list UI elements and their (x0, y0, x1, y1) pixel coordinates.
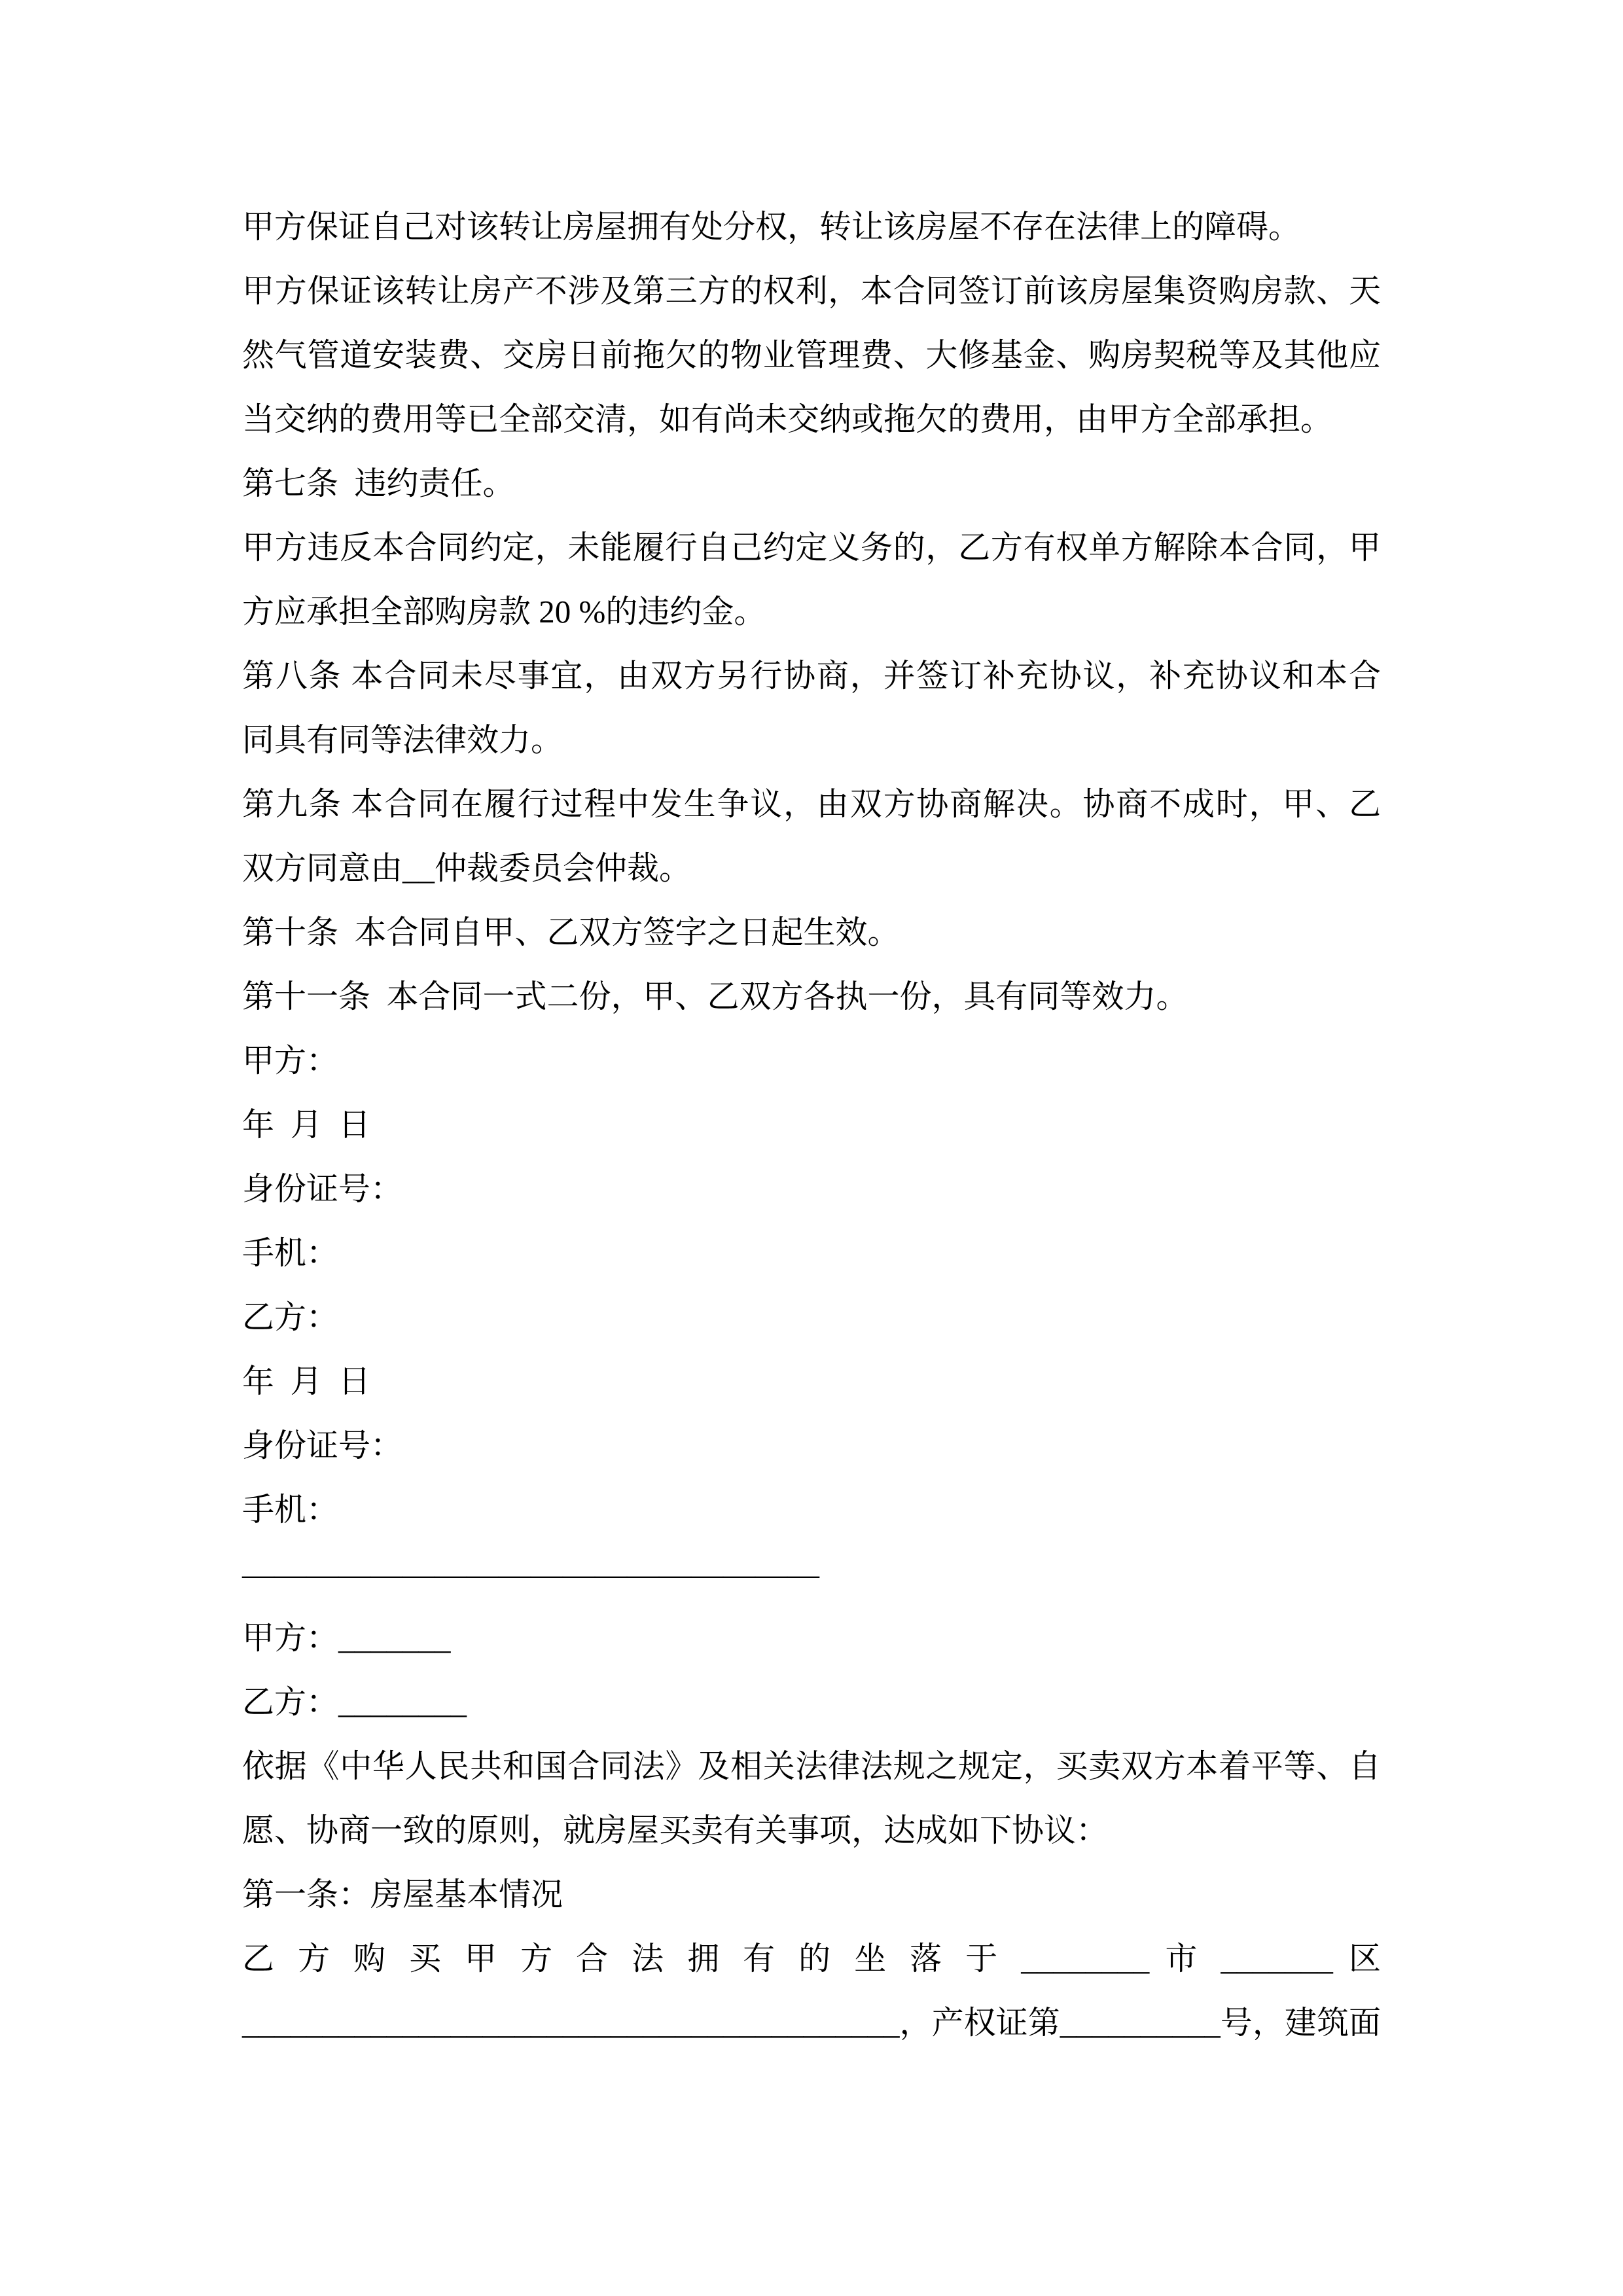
doc-line-5-clause-7-heading: 第七条 违约责任。 (242, 465, 515, 501)
contract-body (242, 195, 1381, 2055)
doc-line-4: 当交纳的费用等已全部交清，如有尚未交纳或拖欠的费用，由甲方全部承担。 (242, 401, 1333, 437)
doc-line-21-phone-label: 手机： (242, 1492, 339, 1528)
doc-line-2: 甲方保证该转让房产不涉及第三方的权利，本合同签订前该房屋集资购房款、天 (242, 273, 1381, 309)
doc-line-23-party-a-blank: 甲方：_______ (242, 1620, 451, 1656)
doc-line-12-clause-10: 第十条 本合同自甲、乙双方签字之日起生效。 (242, 914, 900, 950)
doc-line-25: 依据《中华人民共和国合同法》及相关法律法规之规定，买卖双方本着平等、自 (242, 1748, 1381, 1784)
doc-line-1: 甲方保证自己对该转让房屋拥有处分权，转让该房屋不存在法律上的障碍。 (242, 209, 1301, 245)
doc-line-10-clause-9: 第九条 本合同在履行过程中发生争议，由双方协商解决。协商不成时，甲、乙 (242, 786, 1381, 822)
doc-line-26: 愿、协商一致的原则，就房屋买卖有关事项，达成如下协议： (242, 1812, 1109, 1848)
doc-line-3: 然气管道安装费、交房日前拖欠的物业管理费、大修基金、购房契税等及其他应 (242, 337, 1381, 373)
doc-line-24-party-b-blank: 乙方：________ (242, 1684, 467, 1720)
doc-line-14-party-a-label: 甲方： (242, 1043, 339, 1079)
doc-line-15-date-label: 年 月 日 (242, 1107, 371, 1143)
doc-line-28: 乙 方 购 买 甲 方 合 法 拥 有 的 坐 落 于 ________ 市 _______ 区 (242, 1941, 1381, 1977)
doc-line-7: 方应承担全部购房款 20 %的违约金。 (242, 594, 766, 630)
doc-line-27-clause-1-heading: 第一条：房屋基本情况 (242, 1876, 563, 1912)
doc-line-29: _________________________________________，产权证第__________号，建筑面 (242, 2005, 1381, 2041)
doc-line-16-id-label: 身份证号： (242, 1171, 403, 1207)
doc-line-19-date-label: 年 月 日 (242, 1363, 371, 1399)
doc-line-6: 甲方违反本合同约定，未能履行自己约定义务的，乙方有权单方解除本合同，甲 (242, 529, 1381, 565)
doc-line-11: 双方同意由__仲裁委员会仲裁。 (242, 850, 692, 886)
doc-line-13-clause-11: 第十一条 本合同一式二份，甲、乙双方各执一份，具有同等效力。 (242, 978, 1188, 1014)
doc-line-18-party-b-label: 乙方： (242, 1299, 339, 1335)
doc-line-17-phone-label: 手机： (242, 1235, 339, 1271)
doc-line-20-id-label: 身份证号： (242, 1427, 403, 1463)
doc-line-8-clause-8: 第八条 本合同未尽事宜，由双方另行协商，并签订补充协议，补充协议和本合 (242, 658, 1381, 694)
doc-line-9: 同具有同等法律效力。 (242, 722, 563, 758)
doc-line-22-dash-separator: —————————————————— (242, 1556, 819, 1592)
